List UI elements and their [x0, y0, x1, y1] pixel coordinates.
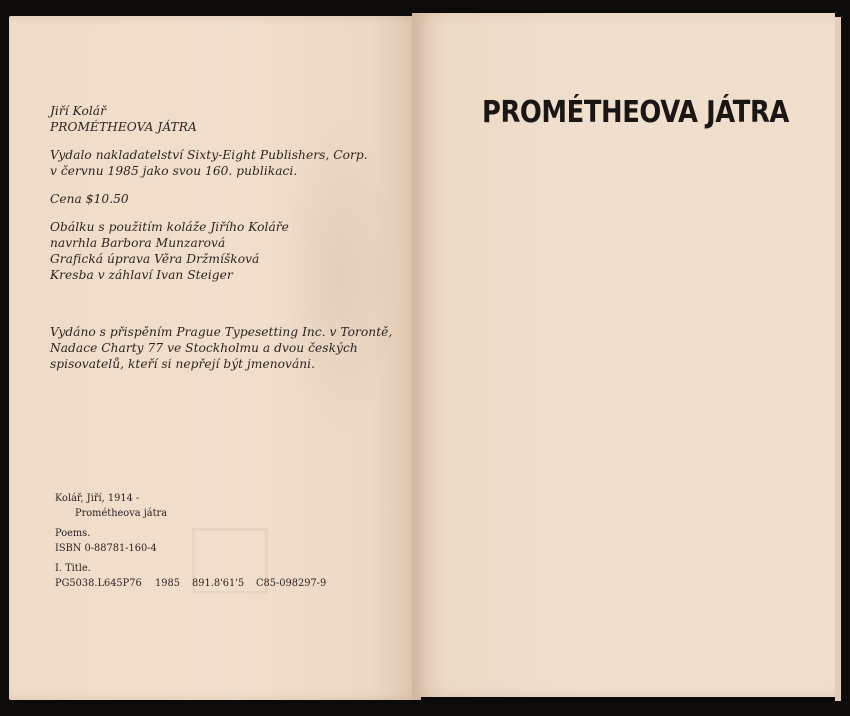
price-line: Cena $10.50 [50, 192, 129, 206]
cip-author-entry: Kolář, Jiří, 1914 - [55, 493, 140, 504]
colophon-block [50, 103, 410, 372]
cip-series: I. Title. [55, 563, 91, 574]
cip-title-entry: Prométheova játra [75, 508, 168, 519]
book-title: PROMÉTHEOVA JÁTRA [50, 120, 197, 134]
cip-genre: Poems. [55, 528, 91, 539]
cip-record [55, 491, 395, 591]
cip-control-number: C85-098297-9 [256, 578, 327, 589]
cip-classification-row [55, 576, 395, 591]
cip-call-number: PG5038.L645P76 [55, 578, 142, 589]
author-name: Jiří Kolář [50, 104, 106, 118]
credit-line: Grafická úprava Věra Držmíšková [50, 252, 260, 266]
publisher-line: v červnu 1985 jako svou 160. publikaci. [50, 164, 298, 178]
credit-line: Obálku s použitím koláže Jiřího Koláře [50, 220, 289, 234]
support-line: Vydáno s přispěním Prague Typesetting Inc. v Torontě, [50, 325, 393, 339]
credit-line: Kresba v záhlaví Ivan Steiger [50, 268, 233, 282]
support-line: Nadace Charty 77 ve Stockholmu a dvou českých [50, 341, 358, 355]
publisher-line: Vydalo nakladatelství Sixty-Eight Publishers, Corp. [50, 148, 368, 162]
support-line: spisovatelů, kteří si nepřejí být jmenováni. [50, 357, 316, 371]
credit-line: navrhla Barbora Munzarová [50, 236, 226, 250]
half-title: PROMÉTHEOVA JÁTRA [482, 95, 789, 130]
cip-classification: 891.8'61'5 [192, 578, 245, 589]
cip-isbn: ISBN 0-88781-160-4 [55, 543, 157, 554]
cip-year: 1985 [155, 578, 180, 589]
